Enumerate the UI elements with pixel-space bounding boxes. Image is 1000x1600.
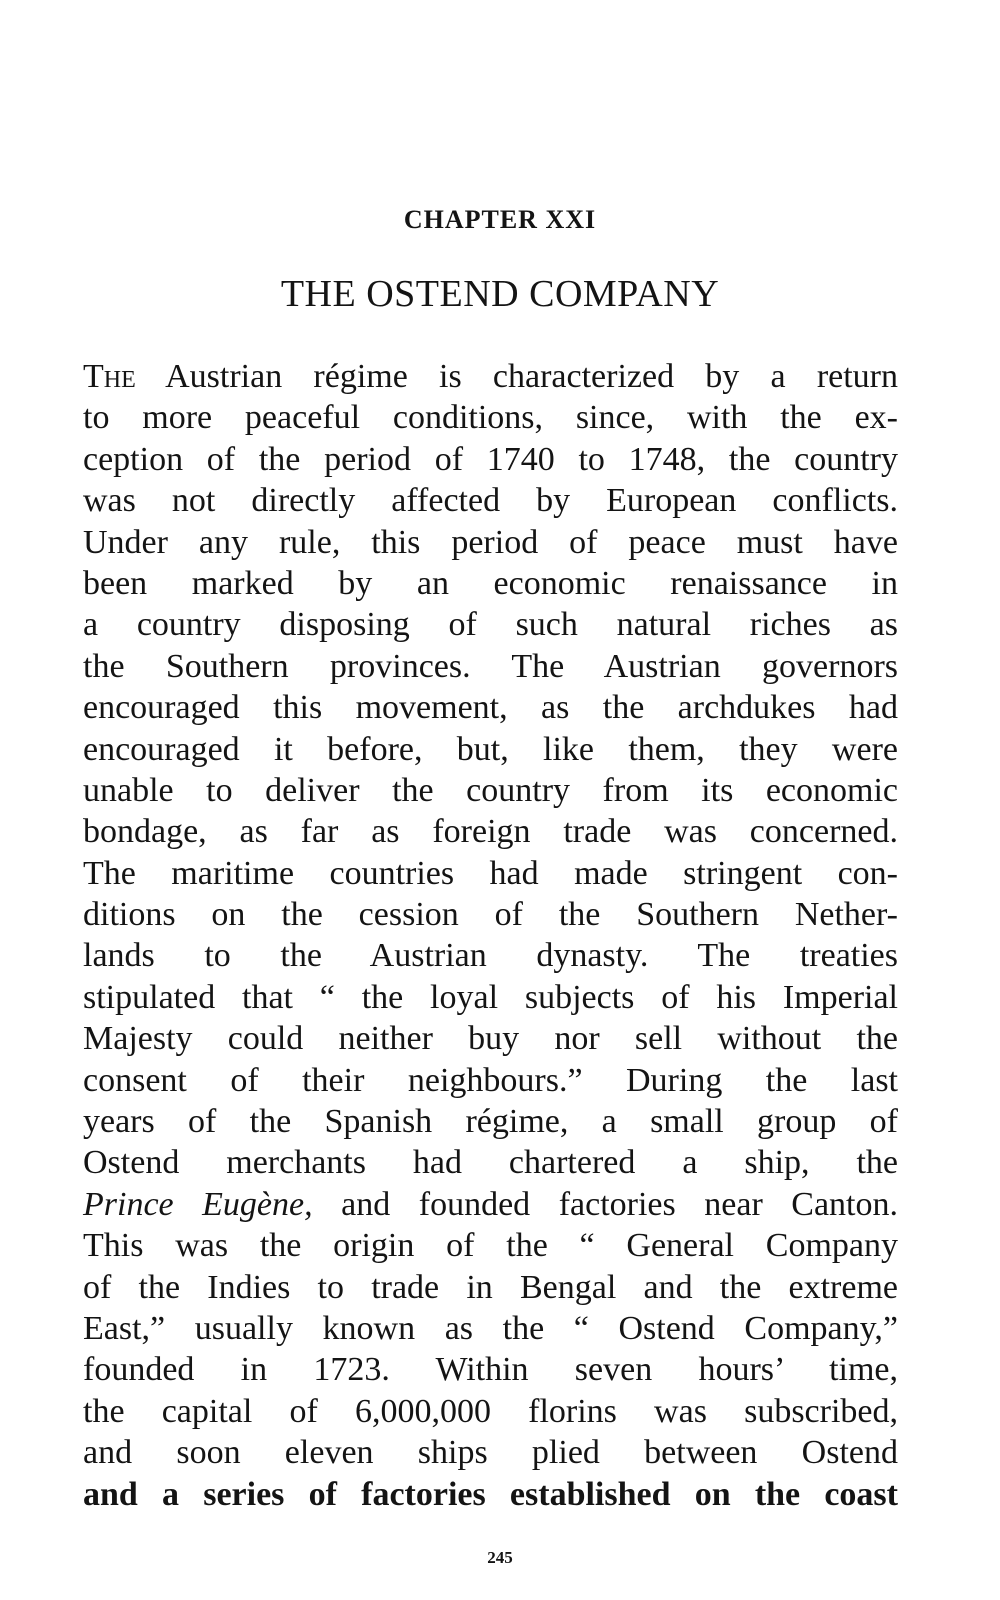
text-line: of the Indies to trade in Bengal and the extreme xyxy=(83,1268,898,1306)
text-line: encouraged it before, but, like them, they were xyxy=(83,730,898,768)
text-line: lands to the Austrian dynasty. The treaties xyxy=(83,937,898,975)
lead-word: The xyxy=(83,358,136,395)
text-line: years of the Spanish régime, a small group of xyxy=(83,1103,898,1141)
text-line: Ostend merchants had chartered a ship, the xyxy=(83,1144,898,1182)
text-line: was not directly affected by European conflicts. xyxy=(83,482,898,520)
text-line: The Austrian régime is characterized by a return xyxy=(83,358,898,395)
text-line: unable to deliver the country from its economic xyxy=(83,771,898,809)
text-line: to more peaceful conditions, since, with the ex- xyxy=(83,399,898,437)
text-line: Majesty could neither buy nor sell without the xyxy=(83,1020,898,1058)
chapter-title: THE OSTEND COMPANY xyxy=(280,273,720,315)
text-line: The maritime countries had made stringent con- xyxy=(83,854,898,892)
text-line: encouraged this movement, as the archdukes had xyxy=(83,689,898,727)
text-line: ditions on the cession of the Southern Nether- xyxy=(83,896,898,934)
text-line: the Southern provinces. The Austrian governors xyxy=(83,647,898,685)
text-line: bondage, as far as foreign trade was concerned. xyxy=(83,813,898,851)
text-line: East,” usually known as the “ Ostend Company,” xyxy=(83,1309,898,1347)
text-line: and a series of factories established on the coast xyxy=(83,1475,898,1513)
text-line: founded in 1723. Within seven hours’ time, xyxy=(83,1351,898,1389)
text-line: a country disposing of such natural riches as xyxy=(83,606,898,644)
text-line: ception of the period of 1740 to 1748, the country xyxy=(83,440,898,478)
text-line: and soon eleven ships plied between Ostend xyxy=(83,1434,898,1472)
text-line: Under any rule, this period of peace must have xyxy=(83,523,898,561)
text-line: been marked by an economic renaissance in xyxy=(83,564,898,602)
text-line: consent of their neighbours.” During the last xyxy=(83,1061,898,1099)
text-line: Prince Eugène, and founded factories near Canton. xyxy=(83,1185,899,1223)
body-paragraph xyxy=(83,356,898,1515)
ship-name: Prince Eugène, xyxy=(83,1185,313,1223)
text-line: the capital of 6,000,000 florins was subscribed, xyxy=(83,1392,898,1430)
chapter-number: CHAPTER XXI xyxy=(403,205,597,234)
text-line: stipulated that “ the loyal subjects of his Imperial xyxy=(83,978,898,1016)
page-number: 245 xyxy=(487,1548,513,1567)
text-line: This was the origin of the “ General Company xyxy=(83,1227,898,1265)
